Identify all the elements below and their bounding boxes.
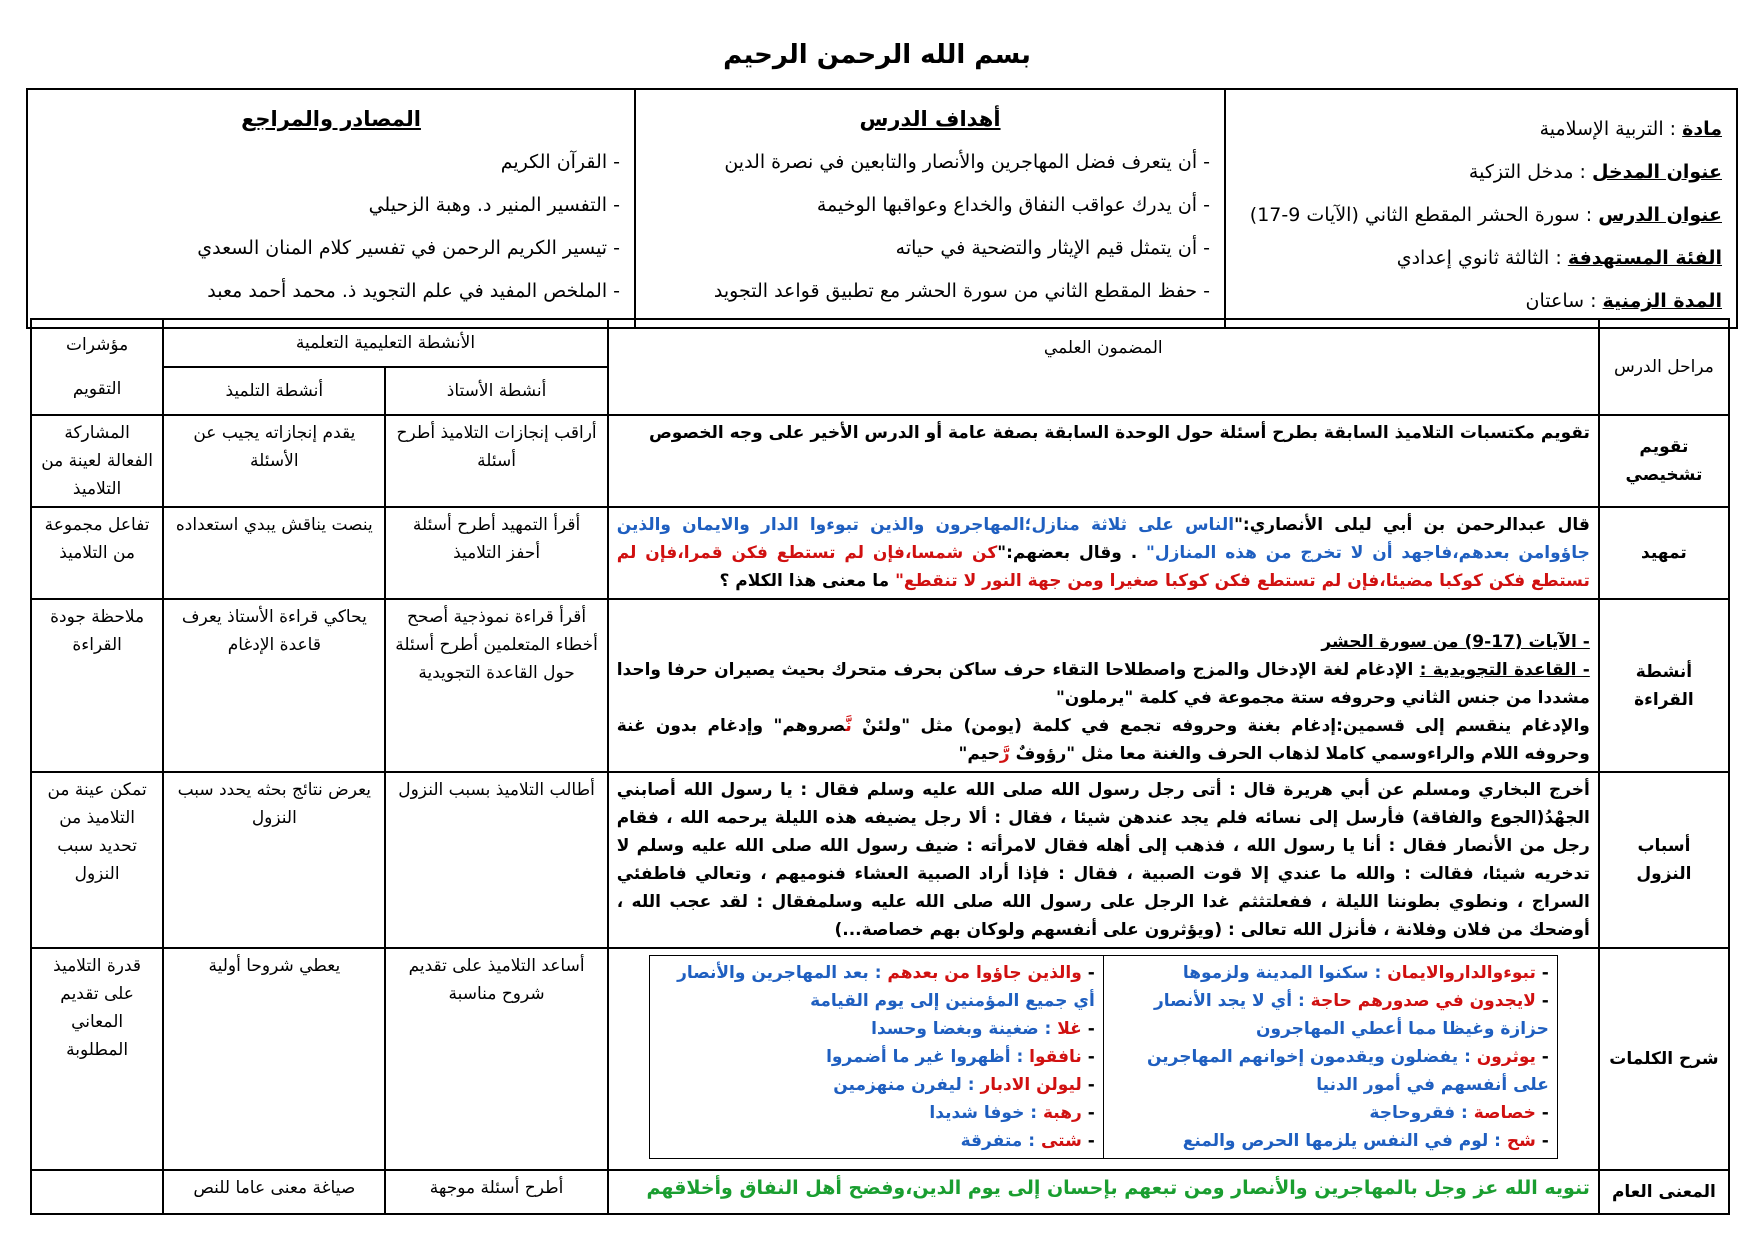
reading-content <box>608 599 1599 772</box>
diagnostic-teacher: أراقب إنجازات التلاميذ أطرح أسئلة <box>385 415 607 507</box>
diagnostic-content: تقويم مكتسبات التلاميذ السابقة بطرح أسئلة حول الوحدة السابقة بصفة عامة أو الدرس الأخير على وجه الخصوص <box>608 415 1599 507</box>
intro-teacher: أقرأ التمهيد أطرح أسئلة أحفز التلاميذ <box>385 507 607 599</box>
table-row <box>31 507 1729 599</box>
student-activities-header: أنشطة التلميذ <box>163 367 385 415</box>
source-item: - تيسير الكريم الرحمن في تفسير كلام المنان السعدي <box>197 237 620 259</box>
content-header: المضمون العلمي <box>608 319 1599 415</box>
intro-content: قال عبدالرحمن بن أبي ليلى الأنصاري:"الناس على ثلاثة منازل؛المهاجرون والذين تبوءوا الدار والايمان والذين جاؤوامن بعدهم،فاجهد أن لا تخرج من هذه المنازل" . وقال بعضهم:"كن شمسا،فإن لم تستطع فكن قمرا،فإن لم تستطع فكن كوكبا مضيئا،فإن لم تستطع فكن كوكبا صغيرا ومن جهة النور لا تنقطع" ما معنى هذا الكلام ؟ <box>608 507 1599 599</box>
diagnostic-evaluation: المشاركة الفعالة لعينة من التلاميذ <box>31 415 163 507</box>
glossary-item: - خصاصة : فقروحاجة <box>1112 1099 1549 1127</box>
stage-reading: أنشطة القراءة <box>1599 599 1729 772</box>
info-lesson-title: عنوان الدرس : سورة الحشر المقطع الثاني (الآيات 9-17) <box>1249 204 1722 226</box>
glossary-content <box>608 948 1599 1170</box>
stages-header: مراحل الدرس <box>1599 319 1729 415</box>
reading-verses: - الآيات (17-9) من سورة الحشر <box>1321 632 1590 652</box>
glossary-table <box>649 955 1558 1159</box>
glossary-student: يعطي شروحا أولية <box>163 948 385 1170</box>
causes-evaluation: تمكن عينة من التلاميذ من تحديد سبب النزول <box>31 772 163 948</box>
glossary-item: - رهبة : خوفا شديدا <box>658 1099 1095 1127</box>
objectives-title: أهداف الدرس <box>859 107 1001 131</box>
diagnostic-student: يقدم إنجازاته يجيب عن الأسئلة <box>163 415 385 507</box>
lesson-plan-table <box>30 318 1730 1215</box>
reading-rule: - القاعدة التجويدية : الإدغام لغة الإدخال والمزج واصطلاحا التقاء حرف ساكن بحرف متحرك بحيث يصيران حرفا واحدا مشددا من جنس الثاني وحروفه ستة مجموعة في كلمة "يرملون" <box>616 660 1590 708</box>
table-row <box>31 1170 1729 1214</box>
glossary-item: - غلا : ضغينة وبغضا وحسدا <box>658 1015 1095 1043</box>
general-student: صياغة معنى عاما للنص <box>163 1170 385 1214</box>
intro-student: ينصت يناقش يبدي استعداده <box>163 507 385 599</box>
objectives-cell <box>635 89 1225 328</box>
objective-item: - حفظ المقطع الثاني من سورة الحشر مع تطبيق قواعد التجويد <box>713 280 1210 302</box>
stage-general-meaning: المعنى العام <box>1599 1170 1729 1214</box>
causes-student: يعرض نتائج بحثه يحدد سبب النزول <box>163 772 385 948</box>
glossary-evaluation: قدرة التلاميذ على تقديم المعاني المطلوبة <box>31 948 163 1170</box>
glossary-right-column <box>1103 956 1557 1159</box>
glossary-teacher: أساعد التلاميذ على تقديم شروح مناسبة <box>385 948 607 1170</box>
glossary-left-column <box>649 956 1103 1159</box>
causes-teacher: أطالب التلاميذ بسبب النزول <box>385 772 607 948</box>
glossary-item: - شح : لوم في النفس يلزمها الحرص والمنع <box>1112 1127 1549 1155</box>
evaluation-header: مؤشرات التقويم <box>31 319 163 415</box>
general-teacher: أطرح أسئلة موجهة <box>385 1170 607 1214</box>
reading-teacher: أقرأ قراءة نموذجية أصحح أخطاء المتعلمين أطرح أسئلة حول القاعدة التجويدية <box>385 599 607 772</box>
causes-content: أخرج البخاري ومسلم عن أبي هريرة قال : أتى رجل رسول الله صلى الله عليه وسلم فقال : يا رسول الله أصابني الجهْدُ(الجوع والفاقة) فأرسل إلى نسائه فلم يجد عندهن شيئا ، فقال : ألا رجل يضيفه هذه الليلة يرحمه الله ، فقام رجل من الأنصار فقال : أنا يا رسول الله ، فذهب إلى أهله فقال لامرأته : ضيف رسول الله صلى الله عليه وسلم لا تدخريه شيئا، فقالت : والله ما عندي إلا قوت الصبية ، فقال : فإذا أراد الصبية العشاء فنوميهم ، وتعالي فاطفئي السراج ، ونطوي بطوننا الليلة ، ففعلتثثم غدا الرجل على رسول الله صلى الله عليه وسلمفقال : لقد عجب الله ، أوضحك من فلان وفلانة ، فأنزل الله تعالى : (ويؤثرون على أنفسهم ولوكان بهم خصاصة...) <box>608 772 1599 948</box>
stage-causes: أسباب النزول <box>1599 772 1729 948</box>
info-subject: مادة : التربية الإسلامية <box>1539 118 1722 140</box>
info-target-group: الفئة المستهدفة : الثالثة ثانوي إعدادي <box>1396 247 1722 269</box>
table-row <box>31 415 1729 507</box>
objective-item: - أن يتمثل قيم الإيثار والتضحية في حياته <box>895 237 1210 259</box>
glossary-item: - ليولن الادبار : ليفرن منهزمين <box>658 1071 1095 1099</box>
intro-evaluation: تفاعل مجموعة من التلاميذ <box>31 507 163 599</box>
sources-cell <box>27 89 635 328</box>
stage-diagnostic: تقويم تشخيصي <box>1599 415 1729 507</box>
info-duration: المدة الزمنية : ساعتان <box>1525 290 1722 312</box>
source-item: - القرآن الكريم <box>500 151 620 173</box>
glossary-item: - شتى : متفرقة <box>658 1127 1095 1155</box>
table-row <box>31 599 1729 772</box>
lesson-info-cell <box>1225 89 1737 328</box>
sources-title: المصادر والمراجع <box>241 107 421 131</box>
glossary-item: - لايجدون في صدورهم حاجة : أي لا يجد الأنصار حزازة وغيظا مما أعطي المهاجرون <box>1112 987 1549 1043</box>
source-item: - الملخص المفيد في علم التجويد ذ. محمد أحمد معبد <box>207 280 620 302</box>
reading-student: يحاكي قراءة الأستاذ يعرف قاعدة الإدغام <box>163 599 385 772</box>
stage-glossary: شرح الكلمات <box>1599 948 1729 1170</box>
glossary-item: - والذين جاؤوا من بعدهم : بعد المهاجرين والأنصار أي جميع المؤمنين إلى يوم القيامة <box>658 959 1095 1015</box>
reading-rule-types: والإدغام ينقسم إلى قسمين:إدغام بغنة وحروفه تجمع في كلمة (يومن) مثل "ولئنْ نَّصروهم" وإدغام بدون غنة وحروفه اللام والراءوسمي كاملا لذهاب الحرف والغنة معا مثل "رؤوفٌ رَّحيم" <box>616 716 1590 764</box>
table-row <box>31 948 1729 1170</box>
glossary-item: - يوثرون : يفضلون ويقدمون إخوانهم المهاجرين على أنفسهم في أمور الدنيا <box>1112 1043 1549 1099</box>
objective-item: - أن يتعرف فضل المهاجرين والأنصار والتابعين في نصرة الدين <box>724 151 1210 173</box>
activities-header: الأنشطة التعليمية التعلمية <box>163 319 608 367</box>
reading-evaluation: ملاحظة جودة القراءة <box>31 599 163 772</box>
general-meaning-content: تنويه الله عز وجل بالمهاجرين والأنصار ومن تبعهم بإحسان إلى يوم الدين،وفضح أهل النفاق وأخلاقهم <box>608 1170 1599 1214</box>
glossary-item: - نافقوا : أظهروا غير ما أضمروا <box>658 1043 1095 1071</box>
lesson-header-table <box>26 88 1738 329</box>
table-row <box>31 772 1729 948</box>
source-item: - التفسير المنير د. وهبة الزحيلي <box>368 194 620 216</box>
page-title: بسم الله الرحمن الرحيم <box>723 40 1031 70</box>
objective-item: - أن يدرك عواقب النفاق والخداع وعواقبها الوخيمة <box>816 194 1210 216</box>
general-evaluation <box>31 1170 163 1214</box>
glossary-item: - تبوءوالداروالايمان : سكنوا المدينة ولزموها <box>1112 959 1549 987</box>
info-module: عنوان المدخل : مدخل التزكية <box>1468 161 1722 183</box>
stage-intro: تمهيد <box>1599 507 1729 599</box>
teacher-activities-header: أنشطة الأستاذ <box>385 367 607 415</box>
